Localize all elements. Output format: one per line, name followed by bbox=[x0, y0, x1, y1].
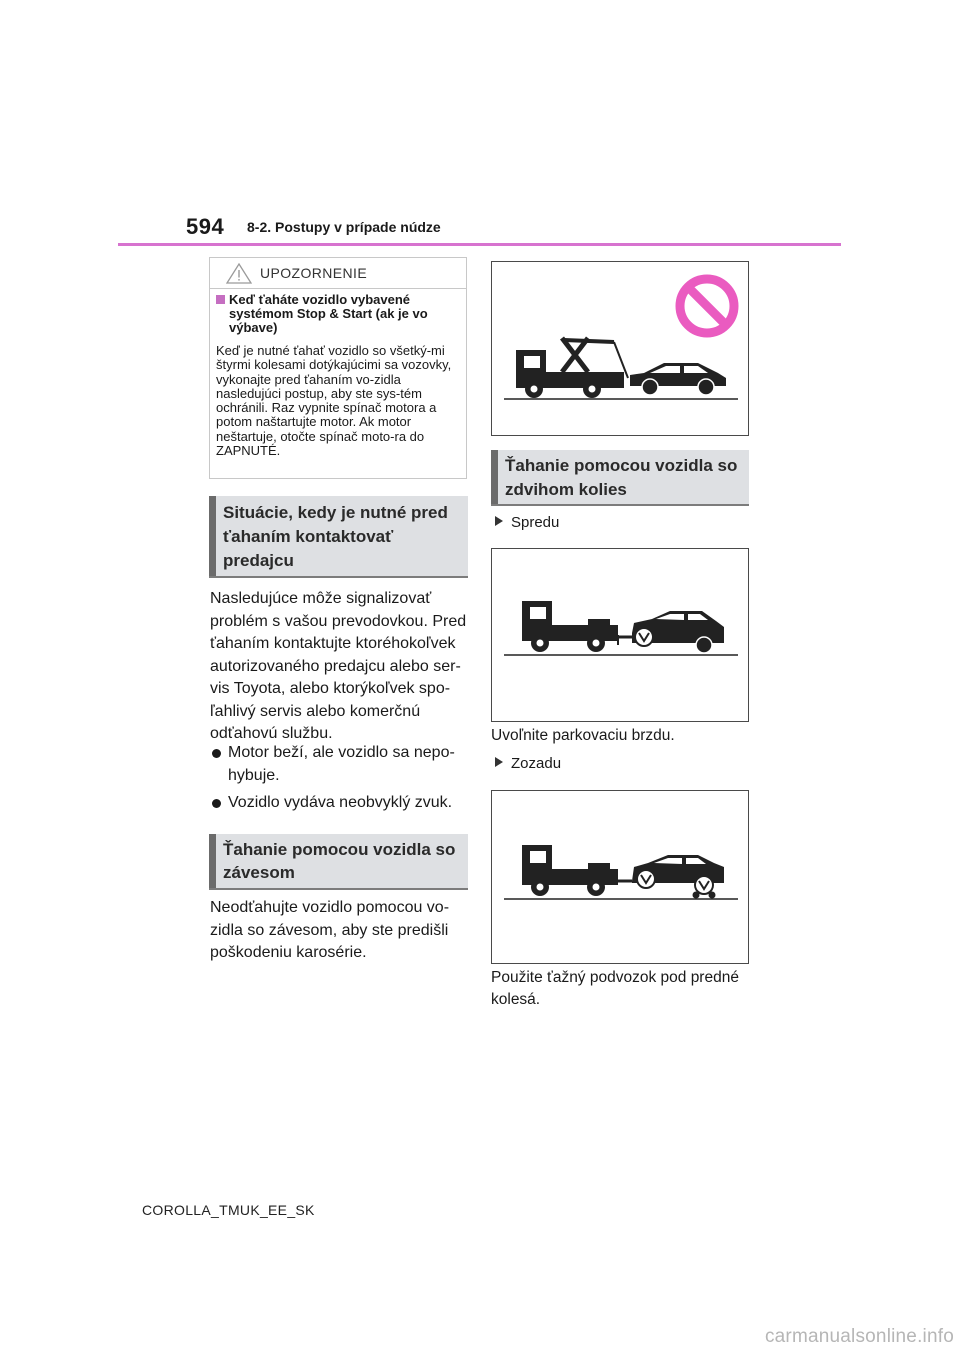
heading-bar bbox=[209, 496, 216, 576]
arrow-right-icon bbox=[495, 516, 503, 526]
heading-contact-dealer bbox=[209, 496, 468, 578]
document-code: COROLLA_TMUK_EE_SK bbox=[142, 1202, 315, 1218]
label-rear-text: Zozadu bbox=[511, 755, 562, 772]
bullet-dot-icon bbox=[212, 749, 221, 758]
heading-text: Ťahanie pomocou vozidla so závesom bbox=[223, 840, 456, 882]
figure-rear-wheel-lift bbox=[491, 790, 749, 964]
car-illustration bbox=[630, 363, 726, 395]
page-number: 594 bbox=[186, 214, 225, 239]
figure-front-wheel-lift bbox=[491, 548, 749, 722]
paragraph-transmission: Nasledujúce môže signalizovať problém s vašou prevodovkou. Pred ťahaním kontaktujte ktoréhokoľvek autorizovaného predajcu alebo ser-vis Toyota, alebo ktorýkoľvek spo-ľahlivý servis alebo komerčnú odťahovú službu. bbox=[210, 590, 467, 742]
watermark: carmanualsonline.info bbox=[764, 1326, 954, 1347]
warning-header bbox=[210, 258, 466, 289]
heading-wheel-lift bbox=[491, 450, 749, 506]
list-item bbox=[210, 742, 470, 787]
car-illustration bbox=[632, 611, 724, 653]
instruction-rear: Použite ťažný podvozok pod predné kolesá. bbox=[491, 969, 739, 1008]
car-illustration bbox=[632, 855, 724, 894]
list-item-text: Vozidlo vydáva neobvyklý zvuk. bbox=[228, 794, 453, 811]
prohibited-icon bbox=[680, 279, 734, 333]
heading-text: Ťahanie pomocou vozidla so zdvihom kolies bbox=[505, 456, 738, 499]
warning-subtitle-text: Keď ťaháte vozidlo vybavené systémom Stop & Start (ak je vo výbave) bbox=[229, 292, 428, 335]
heading-bar bbox=[209, 834, 216, 888]
bullet-dot-icon bbox=[212, 799, 221, 808]
list-item bbox=[210, 792, 470, 815]
label-rear bbox=[495, 754, 561, 774]
tow-truck-illustration bbox=[522, 845, 632, 896]
figure-sling-tow-prohibited bbox=[491, 261, 749, 436]
warning-body: Keď je nutné ťahať vozidlo so všetký-mi štyrmi kolesami dotýkajúcimi sa vozovky, vykonajte pred ťahaním vo-zidla nasledujúci postup, aby ste sys-tém ochránili. Raz vypnite spínač motora a potom naštartujte motor. Ak motor neštartuje, otočte spínač moto-ra do ZAPNUTÉ. bbox=[216, 343, 452, 459]
label-front-text: Spredu bbox=[511, 514, 560, 531]
arrow-right-icon bbox=[495, 757, 503, 767]
header-rule bbox=[118, 243, 841, 246]
warning-subtitle bbox=[216, 293, 460, 335]
instruction-front: Uvoľnite parkovaciu brzdu. bbox=[491, 727, 675, 744]
section-title: 8-2. Postupy v prípade núdze bbox=[247, 219, 441, 235]
warning-title: UPOZORNENIE bbox=[260, 265, 368, 281]
bullet-square-icon bbox=[216, 295, 225, 304]
tow-truck-illustration bbox=[516, 338, 628, 398]
label-front bbox=[495, 513, 559, 533]
paragraph-sling-warning: Neodťahujte vozidlo pomocou vo-zidla so závesom, aby ste predišli poškodeniu karosérie. bbox=[210, 899, 450, 961]
bullet-list bbox=[210, 742, 470, 820]
warning-triangle-icon bbox=[226, 263, 252, 284]
warning-box bbox=[209, 257, 467, 479]
tow-truck-illustration bbox=[522, 601, 632, 652]
list-item-text: Motor beží, ale vozidlo sa nepo-hybuje. bbox=[228, 744, 455, 784]
heading-text: Situácie, kedy je nutné pred ťahaním kontaktovať predajcu bbox=[223, 503, 448, 570]
heading-bar bbox=[491, 450, 498, 504]
heading-sling-tow bbox=[209, 834, 468, 890]
